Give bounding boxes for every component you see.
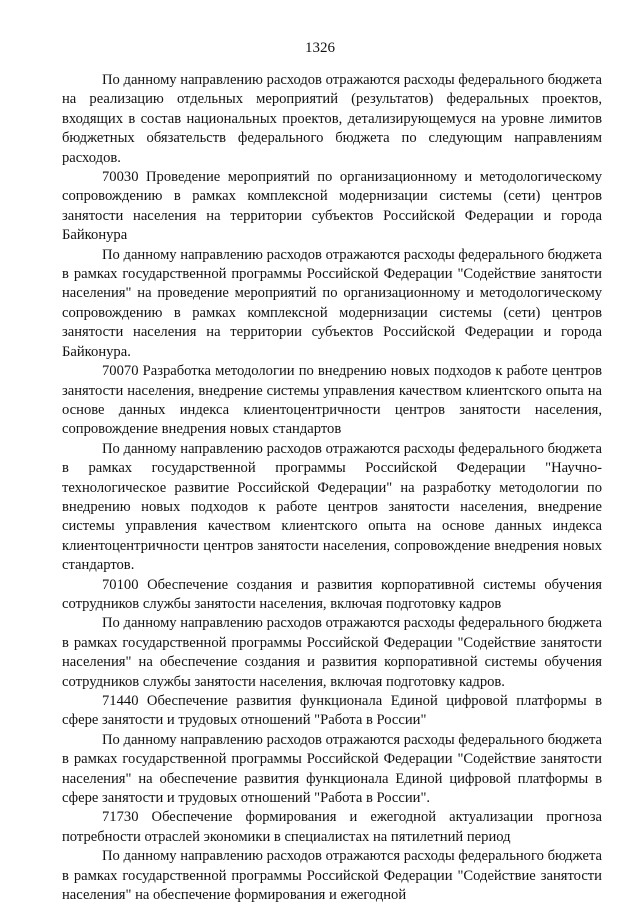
- paragraph: 70070 Разработка методологии по внедрению новых подходов к работе центров занятости населения, внедрение системы управления качеством клиентского опыта на основе данных индекса клиентоцентричности центров занятости населения, сопровождение внедрения новых стандартов: [62, 363, 602, 438]
- paragraph: 71730 Обеспечение формирования и ежегодной актуализации прогноза потребности отраслей экономики в специалистах на пятилетний период: [62, 809, 602, 845]
- paragraph: По данному направлению расходов отражаются расходы федерального бюджета в рамках государственной программы Российской Федерации "Содействие занятости населения" на обеспечение создания и развития корпоративной системы обучения сотрудников службы занятости населения, включая подготовку кадров.: [62, 615, 602, 690]
- paragraph: По данному направлению расходов отражаются расходы федерального бюджета в рамках государственной программы Российской Федерации "Содействие занятости населения" на обеспечение развития функционала Единой цифровой платформы в сфере занятости и трудовых отношений "Работа в России".: [62, 731, 602, 807]
- document-body: [62, 71, 602, 905]
- page-number: 1326: [305, 40, 335, 56]
- paragraph: 71440 Обеспечение развития функционала Единой цифровой платформы в сфере занятости и трудовых отношений "Работа в России": [62, 693, 602, 729]
- paragraph: По данному направлению расходов отражаются расходы федерального бюджета на реализацию отдельных мероприятий (результатов) федеральных проектов, входящих в состав национальных проектов, детализирующемуся на уровне лимитов бюджетных обязательств федерального бюджета по следующим направлениям расходов.: [62, 72, 602, 166]
- paragraph: 70030 Проведение мероприятий по организационному и методологическому сопровождению в рамках комплексной модернизации системы (сети) центров занятости населения на территории субъектов Российской Федерации и города Байконура: [62, 169, 602, 244]
- paragraph: 70100 Обеспечение создания и развития корпоративной системы обучения сотрудников службы занятости населения, включая подготовку кадров: [62, 576, 602, 612]
- paragraph: По данному направлению расходов отражаются расходы федерального бюджета в рамках государственной программы Российской Федерации "Содействие занятости населения" на обеспечение формирования и ежегодной: [62, 848, 602, 904]
- paragraph: По данному направлению расходов отражаются расходы федерального бюджета в рамках государственной программы Российской Федерации "Научно-технологическое развитие Российской Федерации" на разработку методологии по внедрению новых подходов к работе центров занятости населения, внедрение системы управления качеством клиентского опыта на основе данных индекса клиентоцентричности центров занятости населения, сопровождение внедрения новых стандартов.: [62, 440, 602, 574]
- paragraph: По данному направлению расходов отражаются расходы федерального бюджета в рамках государственной программы Российской Федерации "Содействие занятости населения" на проведение мероприятий по организационному и методологическому сопровождению в рамках комплексной модернизации системы (сети) центров занятости населения на территории субъектов Российской Федерации и города Байконура.: [62, 246, 602, 360]
